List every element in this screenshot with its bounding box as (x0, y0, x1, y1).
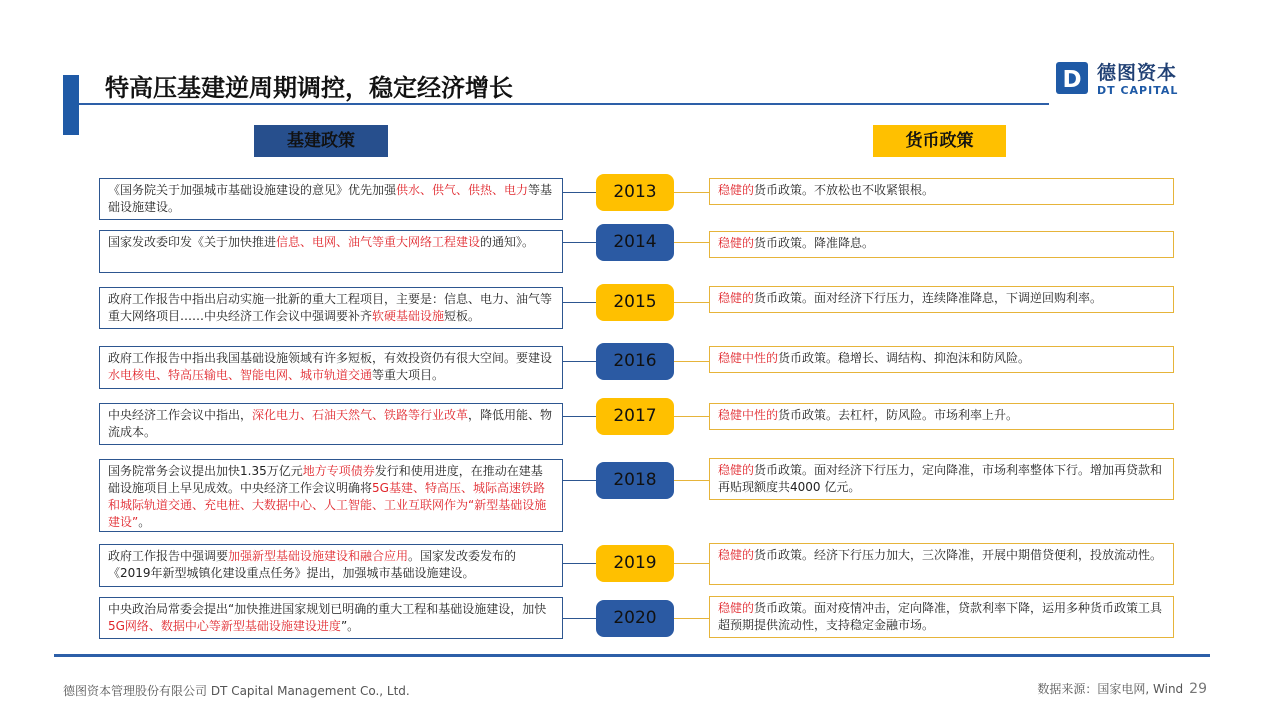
highlighted-text: 供水、供气、供热、电力 (396, 183, 529, 197)
policy-text: 货币政策。面对经济下行压力，定向降准，市场利率整体下行。增加再贷款和再贴现额度共4000 亿元。 (718, 463, 1163, 494)
connector-line-left (563, 416, 596, 417)
connector-line-left (563, 563, 596, 564)
policy-text: ”。 (340, 619, 360, 633)
highlighted-text: 5G网络、数据中心等新型基础设施建设进度 (108, 619, 341, 633)
policy-text: 发行和使用进度，在推动在建基础设施项目上早见成效。中央经济工作会议明确将 (108, 464, 543, 495)
policy-text: 政府工作报告中指出启动实施一批新的重大工程项目，主要是：信息、电力、油气等重大网络项目……中央经济工作会议中强调要补齐 (108, 292, 553, 323)
highlighted-text: 稳健的 (718, 236, 755, 250)
title-underline (79, 103, 1049, 105)
infrastructure-policy-box (99, 346, 563, 389)
connector-line-right (674, 618, 709, 619)
connector-line-left (563, 242, 596, 243)
policy-text: 政府工作报告中强调要 (108, 549, 229, 563)
infrastructure-policy-header: 基建政策 (254, 125, 388, 157)
policy-text: 国家发改委印发《关于加快推进 (108, 235, 277, 249)
highlighted-text: 稳健的 (718, 183, 755, 197)
year-badge: 2017 (596, 398, 674, 435)
year-badge: 2016 (596, 343, 674, 380)
policy-text: 货币政策。面对经济下行压力，连续降准降息，下调逆回购利率。 (754, 291, 1103, 305)
policy-text: 货币政策。面对疫情冲击，定向降准，贷款利率下降，运用多种货币政策工具超预期提供流动性，支持稳定金融市场。 (718, 601, 1163, 632)
infrastructure-policy-box (99, 544, 563, 587)
policy-text: 。国家发改委发布的《2019年新型城镇化建设重点任务》提出，加强城市基础设施建设。 (108, 549, 517, 580)
highlighted-text: 稳健的 (718, 291, 755, 305)
infrastructure-policy-box (99, 597, 563, 639)
year-badge: 2015 (596, 284, 674, 321)
year-badge: 2018 (596, 462, 674, 499)
highlighted-text: 稳健中性的 (718, 351, 779, 365)
policy-text: 短板。 (444, 309, 481, 323)
policy-text: 货币政策。经济下行压力加大，三次降准，开展中期借贷便利，投放流动性。 (754, 548, 1163, 562)
policy-text: 货币政策。不放松也不收紧银根。 (754, 183, 935, 197)
footer-company: 德图资本管理股份有限公司 DT Capital Management Co., Ltd. (63, 684, 410, 698)
policy-text: 货币政策。稳增长、调结构、抑泡沫和防风险。 (778, 351, 1031, 365)
highlighted-text: 软硬基础设施 (372, 309, 445, 323)
highlighted-text: 地方专项债券 (302, 464, 375, 478)
footer-source (1037, 680, 1207, 697)
policy-text: 等重大项目。 (372, 368, 445, 382)
highlighted-text: 稳健的 (718, 548, 755, 562)
data-source: 数据来源：国家电网, Wind (1037, 682, 1184, 696)
policy-text: 货币政策。去杠杆，防风险。市场利率上升。 (778, 408, 1019, 422)
year-badge: 2020 (596, 600, 674, 637)
policy-text: 。 (138, 515, 151, 529)
monetary-policy-box (709, 178, 1174, 205)
monetary-policy-box (709, 346, 1174, 373)
policy-text: 货币政策。降准降息。 (754, 236, 875, 250)
logo-name-en: DT CAPITAL (1097, 84, 1179, 97)
policy-text: 的通知》。 (480, 235, 535, 249)
monetary-policy-box (709, 543, 1174, 585)
highlighted-text: 加强新型基础设施建设和融合应用 (228, 549, 409, 563)
policy-text: 《国务院关于加强城市基础设施建设的意见》优先加强 (108, 183, 397, 197)
page-number: 29 (1189, 681, 1207, 697)
connector-line-left (563, 361, 596, 362)
monetary-policy-box (709, 231, 1174, 258)
monetary-policy-header: 货币政策 (873, 125, 1006, 157)
highlighted-text: 稳健的 (718, 463, 755, 477)
monetary-policy-box (709, 403, 1174, 430)
highlighted-text: 深化电力、石油天然气、铁路等行业改革 (252, 408, 469, 422)
connector-line-right (674, 242, 709, 243)
connector-line-left (563, 302, 596, 303)
connector-line-right (674, 361, 709, 362)
highlighted-text: 5G基建、特高压、城际高速铁路和城际轨道交通、充电桩、大数据中心、人工智能、工业互联网作为“新型基础设施建设” (108, 481, 547, 529)
policy-text: ，降低用能、物流成本。 (108, 408, 553, 439)
logo-mark-letter: D (1062, 67, 1082, 93)
policy-text: 等基础设施建设。 (108, 183, 553, 214)
monetary-policy-box (709, 458, 1174, 500)
year-badge: 2019 (596, 545, 674, 582)
connector-line-right (674, 416, 709, 417)
dt-logo-icon (1056, 62, 1088, 94)
highlighted-text: 稳健中性的 (718, 408, 779, 422)
policy-text: 国务院常务会议提出加快1.35万亿元 (108, 464, 303, 478)
connector-line-left (563, 618, 596, 619)
year-badge: 2014 (596, 224, 674, 261)
infrastructure-policy-box (99, 459, 563, 532)
page-title: 特高压基建逆周期调控，稳定经济增长 (105, 74, 513, 102)
infrastructure-policy-box (99, 178, 563, 220)
connector-line-left (563, 192, 596, 193)
connector-line-right (674, 302, 709, 303)
highlighted-text: 信息、电网、油气等重大网络工程建设 (276, 235, 481, 249)
year-badge: 2013 (596, 174, 674, 211)
highlighted-text: 水电核电、特高压输电、智能电网、城市轨道交通 (108, 368, 373, 382)
highlighted-text: 稳健的 (718, 601, 755, 615)
infrastructure-policy-box (99, 230, 563, 273)
policy-text: 中央政治局常委会提出“加快推进国家规划已明确的重大工程和基础设施建设，加快 (108, 602, 547, 616)
infrastructure-policy-box (99, 403, 563, 445)
logo-name-cn: 德图资本 (1097, 62, 1178, 84)
company-logo (1056, 62, 1186, 98)
infrastructure-policy-box (99, 287, 563, 329)
connector-line-right (674, 192, 709, 193)
monetary-policy-box (709, 286, 1174, 313)
footer-divider (54, 654, 1210, 657)
connector-line-right (674, 480, 709, 481)
policy-text: 政府工作报告中指出我国基础设施领域有许多短板，有效投资仍有很大空间。要建设 (108, 351, 553, 365)
connector-line-right (674, 563, 709, 564)
monetary-policy-box (709, 596, 1174, 638)
policy-text: 中央经济工作会议中指出， (108, 408, 253, 422)
connector-line-left (563, 480, 596, 481)
title-accent-bar (63, 75, 79, 135)
